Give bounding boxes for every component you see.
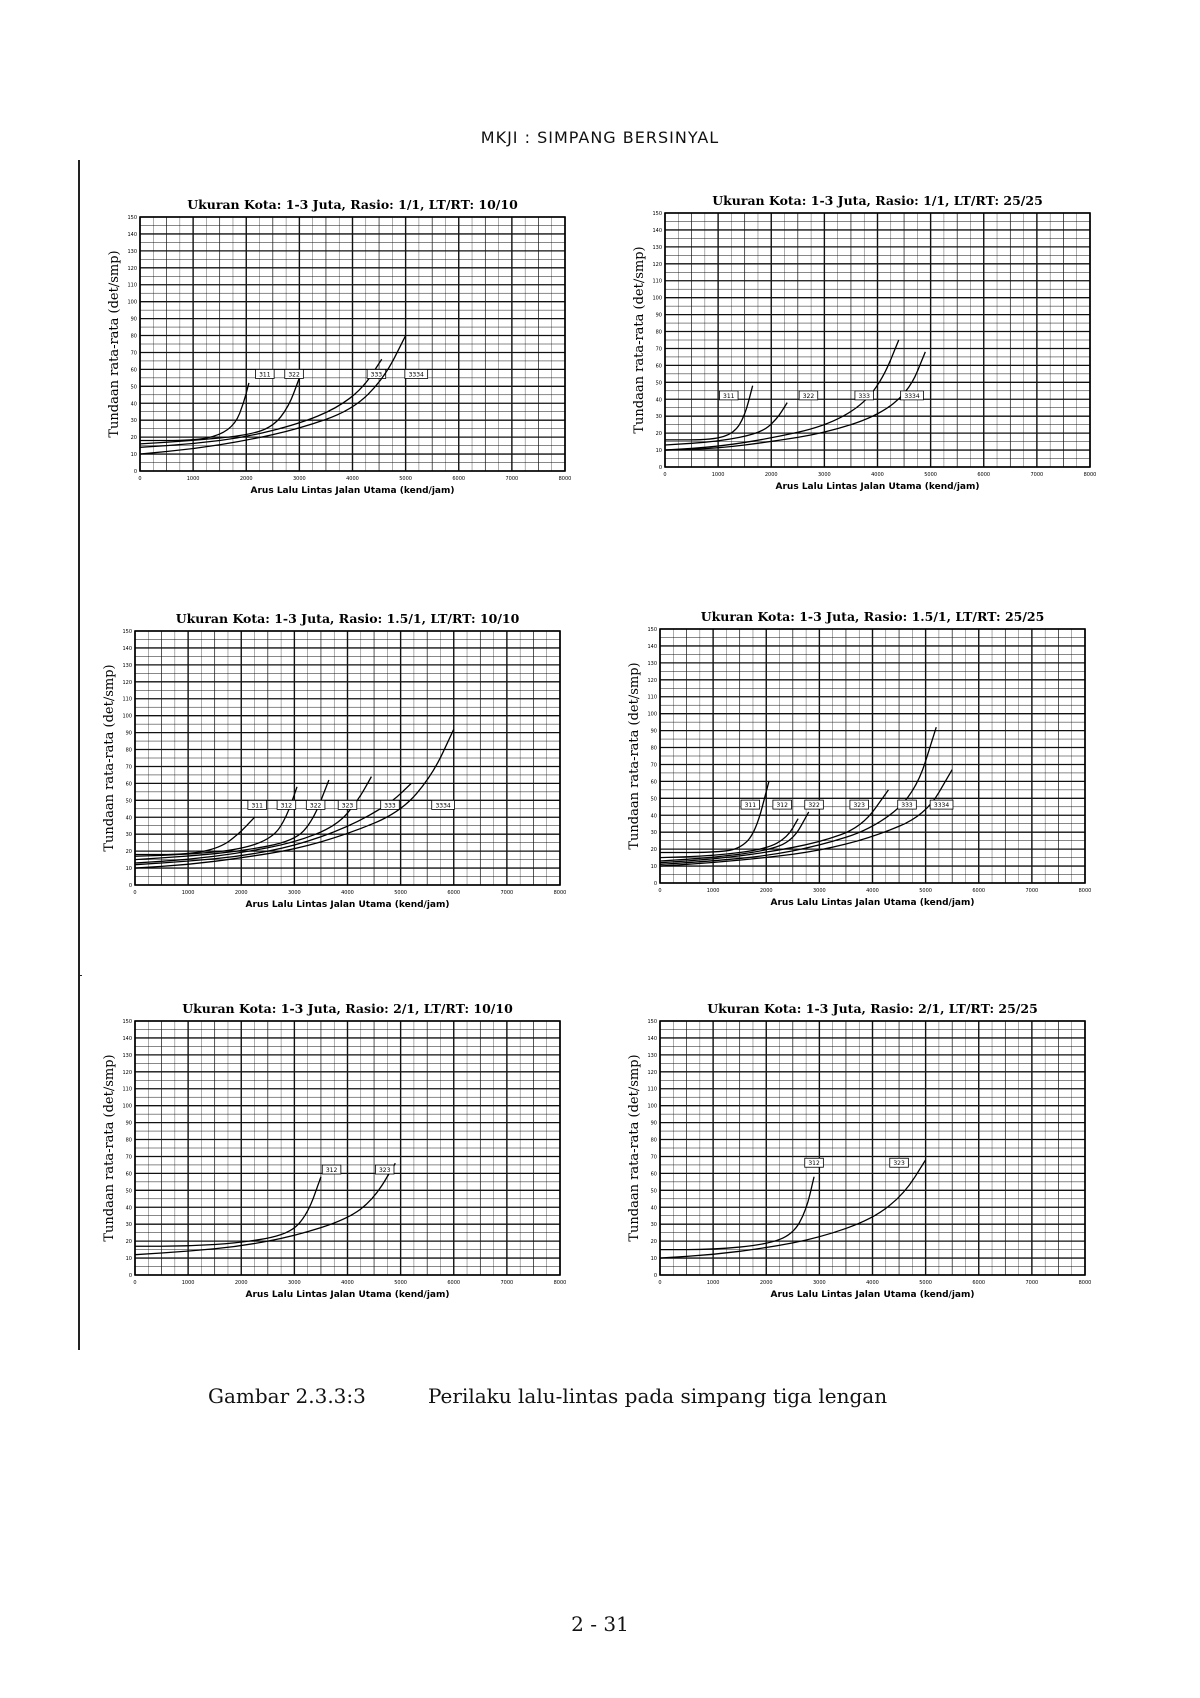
x-tick-label: 0 — [133, 890, 137, 896]
y-tick-label: 60 — [650, 779, 657, 786]
y-tick-label: 90 — [125, 730, 132, 737]
y-tick-label: 100 — [652, 295, 662, 302]
y-tick-label: 80 — [650, 1137, 657, 1144]
figure-number: Gambar 2.3.3:3 — [208, 1384, 366, 1408]
y-tick-label: 120 — [127, 265, 137, 272]
y-tick-label: 70 — [125, 764, 132, 771]
y-tick-label: 110 — [122, 1086, 132, 1093]
y-tick-label: 30 — [125, 832, 132, 839]
x-tick-label: 4000 — [871, 472, 884, 478]
y-tick-label: 60 — [130, 367, 137, 374]
x-tick-label: 7000 — [500, 1280, 514, 1286]
series-label: 312 — [280, 802, 293, 810]
y-tick-label: 30 — [650, 1222, 657, 1229]
y-tick-label: 100 — [647, 711, 657, 718]
x-tick-label: 4000 — [341, 890, 354, 896]
chart-title: Ukuran Kota: 1-3 Juta, Rasio: 2/1, LT/RT: 10/10 — [182, 1001, 513, 1016]
y-tick-label: 20 — [130, 435, 137, 442]
left-margin-rule — [78, 160, 80, 1350]
x-axis-label: Arus Lalu Lintas Jalan Utama (kend/jam) — [245, 1290, 450, 1300]
y-axis-label: Tundaan rata-rata (det/smp) — [632, 246, 647, 434]
margin-tick — [78, 975, 82, 976]
y-tick-label: 70 — [650, 1154, 657, 1161]
chart-svg — [95, 607, 570, 927]
y-tick-label: 10 — [650, 864, 657, 871]
y-tick-label: 100 — [122, 713, 132, 720]
chart-svg — [625, 189, 1100, 509]
x-tick-label: 4000 — [866, 1280, 879, 1286]
y-tick-label: 50 — [125, 1188, 132, 1195]
y-tick-label: 50 — [130, 384, 137, 391]
y-tick-label: 10 — [130, 452, 137, 459]
y-tick-label: 130 — [122, 662, 132, 669]
x-tick-label: 1000 — [706, 1280, 720, 1286]
y-tick-label: 80 — [125, 747, 132, 754]
y-tick-label: 0 — [133, 469, 137, 475]
y-tick-label: 40 — [650, 1205, 657, 1212]
x-tick-label: 0 — [133, 1280, 137, 1286]
y-tick-label: 100 — [127, 299, 137, 306]
y-tick-label: 80 — [125, 1137, 132, 1144]
y-tick-label: 150 — [122, 629, 132, 635]
y-tick-label: 110 — [127, 282, 137, 289]
x-tick-label: 5000 — [399, 476, 412, 482]
y-tick-label: 90 — [130, 316, 137, 323]
x-tick-label: 3000 — [813, 888, 826, 894]
x-axis-label: Arus Lalu Lintas Jalan Utama (kend/jam) — [775, 482, 980, 492]
series-label: 322 — [802, 392, 815, 400]
chart-title: Ukuran Kota: 1-3 Juta, Rasio: 1/1, LT/RT: 25/25 — [712, 193, 1043, 208]
x-tick-label: 0 — [658, 1280, 662, 1286]
y-tick-label: 90 — [125, 1120, 132, 1127]
x-tick-label: 2000 — [239, 476, 253, 482]
series-line-312 — [660, 819, 798, 858]
y-tick-label: 50 — [125, 798, 132, 805]
chart-ratio-1-5-lt-10 — [95, 607, 570, 927]
x-tick-label: 5000 — [924, 472, 937, 478]
y-tick-label: 120 — [647, 1069, 657, 1076]
chart-title: Ukuran Kota: 1-3 Juta, Rasio: 1.5/1, LT/RT: 10/10 — [175, 611, 520, 626]
y-tick-label: 120 — [647, 677, 657, 684]
y-tick-label: 20 — [655, 431, 662, 438]
y-tick-label: 90 — [655, 312, 662, 319]
y-tick-label: 60 — [655, 363, 662, 370]
chart-svg — [100, 193, 575, 513]
y-axis-label: Tundaan rata-rata (det/smp) — [102, 1054, 117, 1242]
x-tick-label: 3000 — [288, 890, 301, 896]
y-tick-label: 110 — [122, 696, 132, 703]
x-tick-label: 2000 — [759, 888, 773, 894]
x-tick-label: 1000 — [181, 1280, 195, 1286]
series-label: 3334 — [904, 392, 920, 400]
y-tick-label: 0 — [128, 1273, 132, 1279]
y-tick-label: 40 — [130, 401, 137, 408]
chart-ratio-2-lt-25 — [620, 997, 1095, 1317]
y-tick-label: 40 — [655, 397, 662, 404]
x-tick-label: 6000 — [972, 888, 986, 894]
y-tick-label: 130 — [127, 248, 137, 255]
y-tick-label: 30 — [650, 830, 657, 837]
y-axis-label: Tundaan rata-rata (det/smp) — [627, 1054, 642, 1242]
series-label: 323 — [893, 1160, 905, 1168]
x-tick-label: 2000 — [764, 472, 778, 478]
x-tick-label: 2000 — [234, 1280, 248, 1286]
y-tick-label: 80 — [655, 329, 662, 336]
x-tick-label: 8000 — [1078, 888, 1092, 894]
y-tick-label: 140 — [652, 227, 662, 234]
chart-ratio-1-lt-10 — [100, 193, 575, 513]
x-tick-label: 0 — [138, 476, 142, 482]
series-label: 3334 — [408, 371, 424, 379]
x-tick-label: 6000 — [447, 1280, 461, 1286]
series-label: 311 — [723, 392, 735, 400]
x-tick-label: 6000 — [972, 1280, 986, 1286]
y-tick-label: 70 — [130, 350, 137, 357]
x-axis-label: Arus Lalu Lintas Jalan Utama (kend/jam) — [250, 486, 455, 496]
y-axis-label: Tundaan rata-rata (det/smp) — [107, 250, 122, 438]
x-tick-label: 8000 — [1083, 472, 1097, 478]
y-tick-label: 50 — [650, 1188, 657, 1195]
y-tick-label: 10 — [125, 1256, 132, 1263]
x-tick-label: 6000 — [447, 890, 461, 896]
y-tick-label: 100 — [122, 1103, 132, 1110]
x-tick-label: 5000 — [919, 888, 932, 894]
x-tick-label: 7000 — [505, 476, 519, 482]
y-tick-label: 110 — [647, 1086, 657, 1093]
series-label: 322 — [309, 802, 322, 810]
series-label: 333 — [901, 802, 913, 810]
y-tick-label: 20 — [650, 847, 657, 854]
x-tick-label: 5000 — [394, 890, 407, 896]
y-tick-label: 70 — [650, 762, 657, 769]
series-label: 311 — [251, 802, 263, 810]
y-tick-label: 0 — [128, 883, 132, 889]
y-tick-label: 60 — [125, 781, 132, 788]
y-tick-label: 110 — [652, 278, 662, 285]
y-tick-label: 90 — [650, 728, 657, 735]
y-tick-label: 0 — [658, 465, 662, 471]
x-tick-label: 0 — [658, 888, 662, 894]
series-label: 333 — [858, 392, 870, 400]
x-tick-label: 7000 — [1025, 1280, 1039, 1286]
y-tick-label: 150 — [122, 1019, 132, 1025]
y-tick-label: 130 — [647, 1052, 657, 1059]
series-line-3334 — [665, 352, 925, 450]
x-tick-label: 1000 — [186, 476, 200, 482]
x-tick-label: 8000 — [553, 1280, 567, 1286]
y-tick-label: 150 — [652, 211, 662, 217]
x-tick-label: 4000 — [866, 888, 879, 894]
y-tick-label: 10 — [125, 866, 132, 873]
chart-ratio-2-lt-10 — [95, 997, 570, 1317]
x-axis-label: Arus Lalu Lintas Jalan Utama (kend/jam) — [245, 900, 450, 910]
x-tick-label: 7000 — [500, 890, 514, 896]
y-tick-label: 30 — [655, 414, 662, 421]
y-tick-label: 100 — [647, 1103, 657, 1110]
series-label: 333 — [370, 371, 383, 379]
figure-caption: Perilaku lalu-lintas pada simpang tiga lengan — [428, 1384, 888, 1408]
series-label: 311 — [259, 371, 271, 379]
x-tick-label: 3000 — [288, 1280, 301, 1286]
x-tick-label: 4000 — [341, 1280, 354, 1286]
y-tick-label: 60 — [650, 1171, 657, 1178]
y-tick-label: 120 — [122, 1069, 132, 1076]
y-tick-label: 120 — [652, 261, 662, 268]
y-tick-label: 40 — [125, 815, 132, 822]
series-line-312 — [660, 1177, 814, 1250]
y-tick-label: 140 — [647, 1035, 657, 1042]
series-label: 312 — [325, 1167, 338, 1175]
series-label: 323 — [853, 802, 865, 810]
x-tick-label: 3000 — [293, 476, 306, 482]
x-tick-label: 3000 — [813, 1280, 826, 1286]
x-tick-label: 1000 — [711, 472, 725, 478]
x-tick-label: 8000 — [553, 890, 567, 896]
x-tick-label: 5000 — [919, 1280, 932, 1286]
series-label: 3334 — [435, 802, 451, 810]
y-tick-label: 90 — [650, 1120, 657, 1127]
y-tick-label: 140 — [122, 645, 132, 652]
y-tick-label: 30 — [125, 1222, 132, 1229]
page-number: 2 - 31 — [571, 1612, 629, 1636]
series-line-312 — [135, 787, 297, 856]
x-tick-label: 8000 — [1078, 1280, 1092, 1286]
y-tick-label: 20 — [125, 849, 132, 856]
y-tick-label: 130 — [652, 244, 662, 251]
y-tick-label: 80 — [130, 333, 137, 340]
y-tick-label: 140 — [127, 231, 137, 238]
series-label: 312 — [808, 1160, 820, 1168]
page-header: MKJI : SIMPANG BERSINYAL — [480, 128, 720, 147]
chart-ratio-1-5-lt-25 — [620, 605, 1095, 925]
y-tick-label: 0 — [653, 881, 657, 887]
chart-svg — [620, 997, 1095, 1317]
x-tick-label: 7000 — [1025, 888, 1039, 894]
y-tick-label: 150 — [647, 1019, 657, 1025]
series-label: 312 — [776, 802, 788, 810]
x-tick-label: 2000 — [759, 1280, 773, 1286]
y-tick-label: 60 — [125, 1171, 132, 1178]
y-tick-label: 110 — [647, 694, 657, 701]
series-label: 333 — [384, 802, 396, 810]
y-tick-label: 130 — [647, 660, 657, 667]
y-tick-label: 30 — [130, 418, 137, 425]
y-tick-label: 10 — [655, 448, 662, 455]
x-tick-label: 1000 — [181, 890, 195, 896]
y-tick-label: 50 — [650, 796, 657, 803]
y-tick-label: 140 — [122, 1035, 132, 1042]
series-label: 323 — [341, 802, 354, 810]
x-tick-label: 0 — [663, 472, 667, 478]
y-axis-label: Tundaan rata-rata (det/smp) — [102, 664, 117, 852]
y-tick-label: 40 — [650, 813, 657, 820]
x-tick-label: 6000 — [452, 476, 466, 482]
y-tick-label: 70 — [125, 1154, 132, 1161]
x-tick-label: 7000 — [1030, 472, 1044, 478]
y-tick-label: 40 — [125, 1205, 132, 1212]
series-label: 323 — [378, 1167, 391, 1175]
y-tick-label: 120 — [122, 679, 132, 686]
x-axis-label: Arus Lalu Lintas Jalan Utama (kend/jam) — [770, 898, 975, 908]
y-tick-label: 150 — [647, 627, 657, 633]
y-tick-label: 20 — [125, 1239, 132, 1246]
chart-svg — [95, 997, 570, 1317]
series-label: 322 — [288, 371, 300, 379]
chart-ratio-1-lt-25 — [625, 189, 1100, 509]
x-tick-label: 2000 — [234, 890, 248, 896]
y-tick-label: 150 — [127, 215, 137, 221]
y-tick-label: 140 — [647, 643, 657, 650]
y-tick-label: 80 — [650, 745, 657, 752]
y-axis-label: Tundaan rata-rata (det/smp) — [627, 662, 642, 850]
y-tick-label: 0 — [653, 1273, 657, 1279]
y-tick-label: 130 — [122, 1052, 132, 1059]
x-tick-label: 6000 — [977, 472, 991, 478]
y-tick-label: 70 — [655, 346, 662, 353]
y-tick-label: 20 — [650, 1239, 657, 1246]
x-tick-label: 8000 — [558, 476, 572, 482]
y-tick-label: 50 — [655, 380, 662, 387]
x-tick-label: 1000 — [706, 888, 720, 894]
x-axis-label: Arus Lalu Lintas Jalan Utama (kend/jam) — [770, 1290, 975, 1300]
chart-title: Ukuran Kota: 1-3 Juta, Rasio: 2/1, LT/RT: 25/25 — [707, 1001, 1038, 1016]
y-tick-label: 10 — [650, 1256, 657, 1263]
x-tick-label: 5000 — [394, 1280, 407, 1286]
chart-title: Ukuran Kota: 1-3 Juta, Rasio: 1/1, LT/RT: 10/10 — [187, 197, 518, 212]
chart-svg — [620, 605, 1095, 925]
series-label: 3334 — [933, 802, 950, 810]
x-tick-label: 4000 — [346, 476, 359, 482]
x-tick-label: 3000 — [818, 472, 831, 478]
series-label: 311 — [744, 802, 757, 810]
chart-title: Ukuran Kota: 1-3 Juta, Rasio: 1.5/1, LT/RT: 25/25 — [700, 609, 1045, 624]
series-label: 322 — [808, 802, 820, 810]
series-line-311 — [660, 781, 769, 852]
series-line-323 — [135, 777, 371, 863]
